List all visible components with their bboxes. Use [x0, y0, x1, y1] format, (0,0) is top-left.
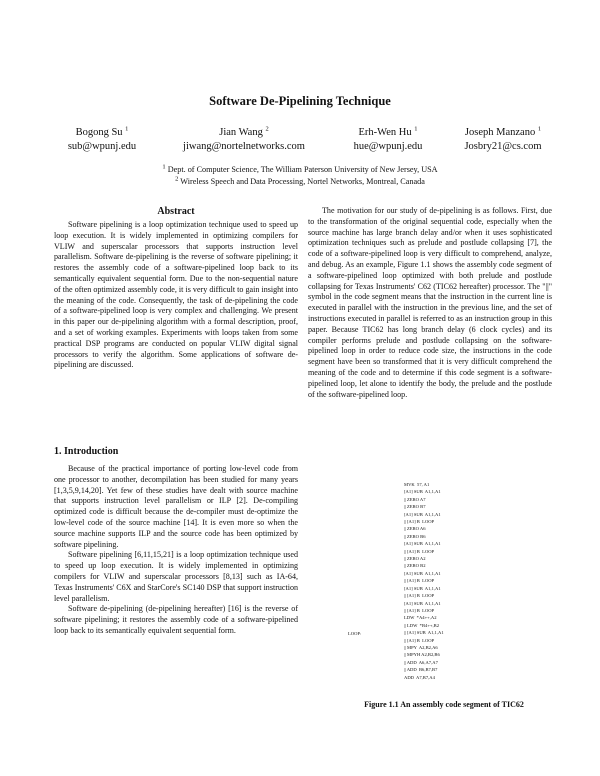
introduction-body	[54, 464, 298, 637]
code-line: || ZERO B6	[404, 533, 426, 539]
code-line: || MPY A2,B2,A6	[404, 644, 438, 650]
author-email: Josbry21@cs.com	[464, 141, 542, 152]
code-line: || ZERO A2	[404, 556, 426, 562]
code-line: [A1] SUB A1,1,A1	[404, 489, 441, 495]
author-email: sub@wpunj.edu	[67, 141, 137, 152]
section-heading-introduction: 1. Introduction	[54, 446, 119, 457]
author-email: hue@wpunj.edu	[353, 141, 423, 152]
code-line: || ZERO B7	[404, 504, 426, 510]
author-affiliation-marker: 2	[265, 125, 269, 133]
author-name: Jian Wang	[219, 127, 263, 138]
figure-caption: Figure 1.1 An assembly code segment of TIC62	[364, 700, 524, 709]
code-line: || ZERO A6	[404, 526, 426, 532]
code-line: || LDW *B4++,B2	[404, 622, 440, 628]
code-line: || ADD A6,A7,A7	[404, 659, 438, 665]
affiliation-marker: 1	[162, 163, 166, 171]
abstract-heading: Abstract	[157, 206, 195, 217]
affiliation-text: Wireless Speech and Data Processing, Nortel Networks, Montreal, Canada	[180, 177, 425, 186]
affiliation-text: Dept. of Computer Science, The William Paterson University of New Jersey, USA	[167, 165, 438, 174]
author-block-2	[170, 126, 318, 154]
affiliation-marker: 2	[175, 175, 179, 183]
affiliation-2	[0, 177, 600, 186]
intro-paragraph: Software de-pipelining (de-pipelining hereafter) [16] is the reverse of software pipelining; it restores the assembly code of a software-pipelined loop back to its semantically equivalent sequential form.	[54, 604, 298, 635]
author-name: Joseph Manzano	[464, 127, 536, 138]
author-affiliation-marker: 1	[414, 125, 418, 133]
author-affiliation-marker: 1	[537, 125, 542, 133]
code-line: [A1] SUB A1,1,A1	[404, 600, 441, 606]
code-line: || [A1] B LOOP	[404, 607, 435, 613]
author-affiliation-marker: 1	[125, 125, 129, 133]
code-line: || [A1] B LOOP	[404, 519, 435, 525]
intro-paragraph: Software pipelining [6,11,15,21] is a loop optimization technique used to speed up loop execution. It is widely implemented in optimizing compilers for VLIW and superscalar processors [8,13] such as IA-64, Texas Instruments' C6X and StarCore's SC140 DSP that support instruction level parallelism.	[54, 550, 298, 603]
abstract-body	[54, 220, 298, 371]
motivation-paragraph: The motivation for our study of de-pipelining is as follows. First, due to the transformation of the original sequential code, especially when the source machine has large branch delay and/or when it uses sophisticated optimization techniques such as prelude and postlude collapsing [7], the code of a software-pipelined loop is very difficult to comprehend, analyze, and debug. As an example, Figure 1.1 shows the assembly code segment of a software-pipelined loop optimized with both prelude and postlude collapsing for Texas Instruments' C62 (TIC62 hereafter) processor. The "||" symbol in the code segment means that the instruction in the current line is executed in parallel with the instruction in the previous line, and the set of instructions executed in parallel is referred to as an instruction group in this paper. Because TIC62 has long branch delay (6 clock cycles) and its compiler performs prelude and postlude collapsing on the software-pipelined loop in order to reduce code size, the instructions in the code segment have been so transformed that it is very difficult comprehend the meaning of the code and to determine if this code segment is a software-pipelined loop, let alone to identify the body, the prelude and the postlude of the software-pipelined loop.	[308, 206, 552, 399]
code-line: || [A1] B LOOP	[404, 593, 435, 599]
intro-paragraph: Because of the practical importance of porting low-level code from one processor to another, decompilation has been studied for many years [1,3,5,9,14,20]. Yet few of these studies have dealt with source machine that supports instruction level parallelism or ILP [2]. De-compiling optimized code is difficult because the de-compiler must de-optimize the low-level code of the source machine [14]. It is even more so when the source machine supports ILP and the source code has been optimized by software pipelining.	[54, 464, 298, 549]
paper-title: Software De-Pipelining Technique	[209, 94, 391, 108]
author-name: Erh-Wen Hu	[358, 127, 412, 138]
assembly-code-listing	[404, 481, 444, 681]
author-email: jiwang@nortelnetworks.com	[183, 141, 305, 152]
author-block-1	[52, 126, 152, 154]
code-line: [A1] SUB A1,1,A1	[404, 511, 441, 517]
code-line: || [A1] B LOOP	[404, 637, 435, 643]
right-column-body	[308, 206, 552, 400]
code-line: [A1] SUB A1,1,A1	[404, 541, 441, 547]
code-line: || MPYH A2,B2,B6	[404, 652, 440, 658]
author-name: Bogong Su	[75, 127, 123, 138]
code-line: || ZERO A7	[404, 496, 426, 502]
author-block-4	[448, 126, 558, 154]
loop-label: LOOP:	[348, 631, 362, 636]
code-line: || ZERO B2	[404, 563, 426, 569]
code-line: ADD A7,B7,A4	[404, 674, 435, 680]
code-line: MVK 57, A1	[404, 482, 430, 487]
code-line: || [A1] B LOOP	[404, 578, 435, 584]
code-line: [A1] SUB A1,1,A1	[404, 585, 441, 591]
code-line: LDW *A4++,A2	[404, 615, 437, 621]
author-block-3	[334, 126, 442, 154]
code-line: || [A1] SUB A1,1,A1	[404, 630, 444, 636]
abstract-paragraph: Software pipelining is a loop optimization technique used to speed up loop execution. It is widely implemented in optimizing compilers for VLIW and superscalar processors that supports instruction level parallelism. Software de-pipelining is the reverse of software pipelining; it restores the assembly code of a software-pipelined loop back to its semantically equivalent sequential form. Due to the non-sequential nature of the often optimized assembly code, it is very difficult to gain insight into the meaning of the code. Consequently, the task of de-pipelining the code of a software-pipelined loop is very complex and challenging. We present in this paper our de-pipelining algorithm with a formal description, proof, and a set of working examples. Experiments with loops taken from some practical DSP programs are conducted on popular VLIW digital signal processors to verify the algorithm. Some applications of software de-pipelining are discussed.	[54, 220, 298, 370]
code-line: || ADD B6,B7,B7	[404, 667, 438, 673]
affiliation-1	[0, 165, 600, 174]
code-line: || [A1] B LOOP	[404, 548, 435, 554]
code-line: [A1] SUB A1,1,A1	[404, 570, 441, 576]
